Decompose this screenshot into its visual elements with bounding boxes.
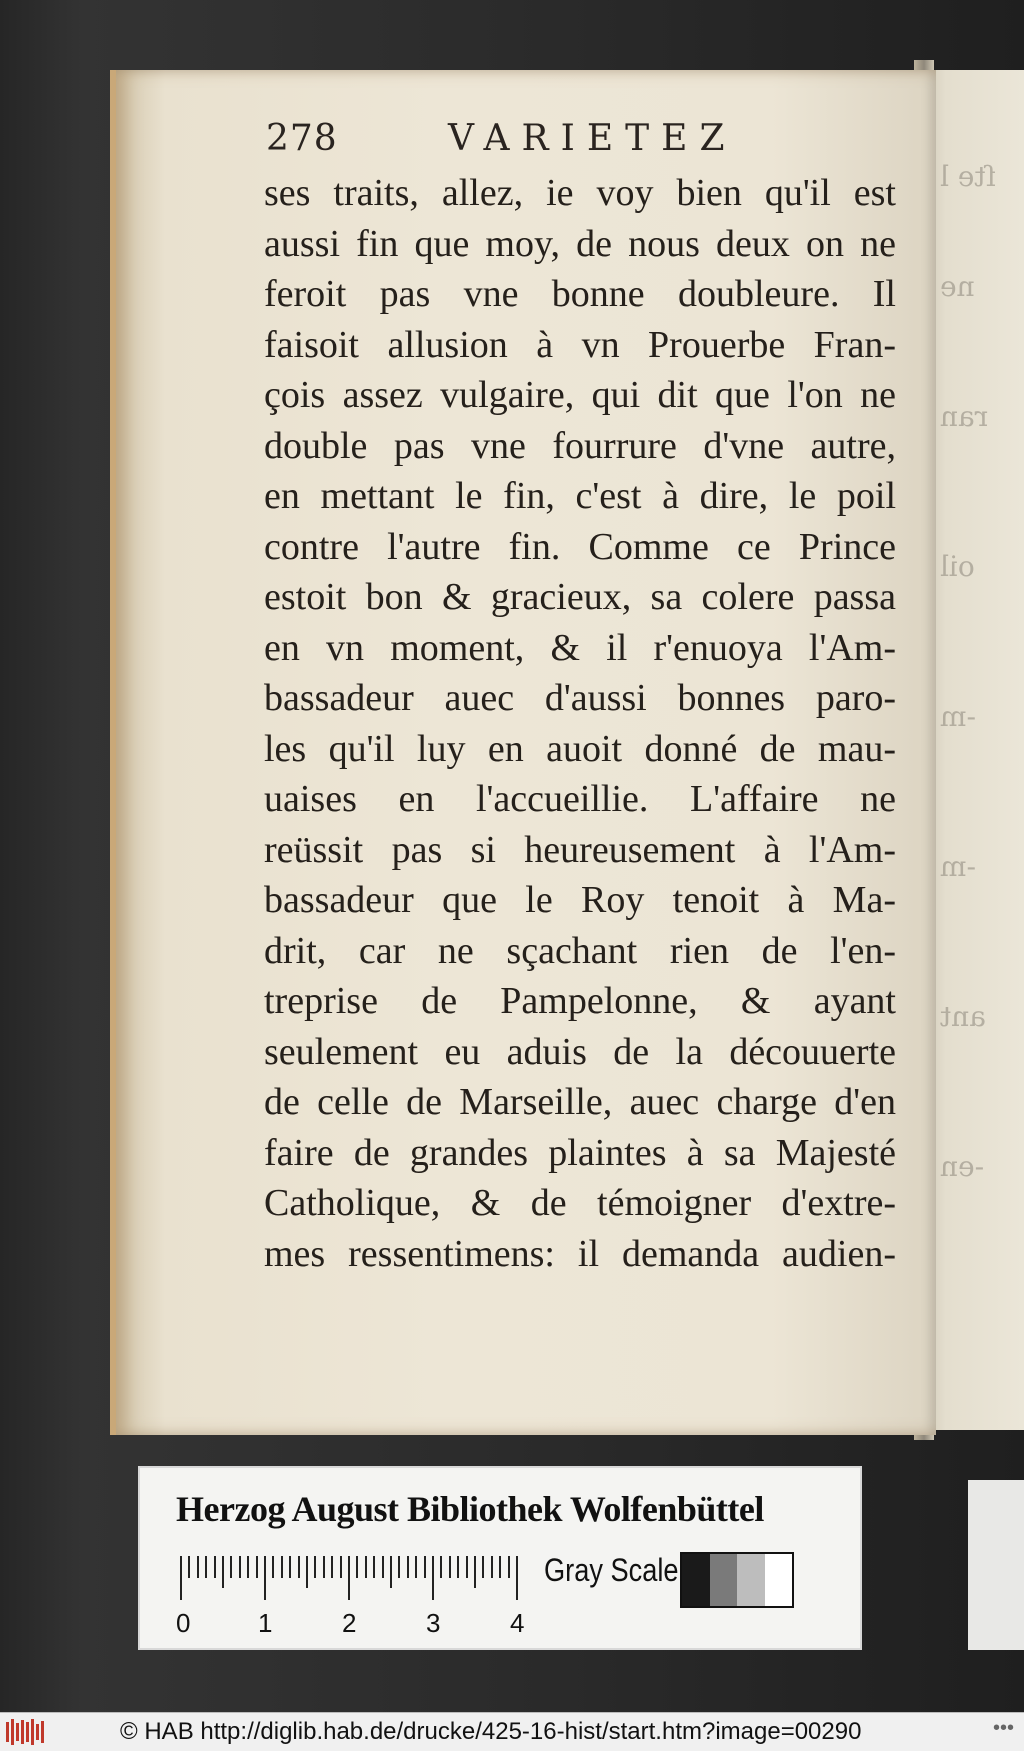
ruler-tick [188,1556,190,1578]
text-line: mes ressentimens: il demanda audien- [264,1232,896,1275]
ruler-label: 3 [426,1608,441,1638]
bleed-through-text: ne [940,270,975,303]
bleed-through-text: ran [940,400,989,433]
text-line: les qu'il luy en auoit donné de mau- [264,727,896,770]
footer-bar [0,1712,1024,1751]
text-line: contre l'autre fin. Comme ce Prince [264,525,896,568]
institution-name: Herzog August Bibliothek Wolfenbüttel [176,1489,764,1529]
text-line: de celle de Marseille, auec charge d'en [264,1081,896,1123]
gray-swatch [682,1554,710,1606]
grayscale-swatches [680,1552,794,1608]
ruler-tick [306,1556,308,1588]
ruler-tick [466,1556,468,1578]
ruler-tick [499,1556,501,1578]
bleed-through-text: -en [940,1150,985,1183]
text-line: faisoit allusion à vn Prouerbe Fran- [264,323,896,366]
ruler-label: 1 [258,1608,273,1638]
ruler-tick [398,1556,400,1578]
text-line: seulement eu aduis de la découuerte [264,1030,896,1073]
ruler-tick [247,1556,249,1578]
copyright-url[interactable]: © HAB http://diglib.hab.de/drucke/425-16-hist/start.htm?image=00290 [120,1718,862,1745]
ruler-label: 0 [176,1608,191,1638]
ruler-tick [474,1556,476,1588]
text-line: bassadeur auec d'aussi bonnes paro- [264,677,896,719]
ruler-tick [365,1556,367,1578]
ruler-label: 2 [342,1608,357,1638]
ruler-tick [432,1556,434,1600]
ruler-tick [516,1556,518,1600]
text-line: treprise de Pampelonne, & ayant [264,980,896,1022]
gray-swatch [710,1554,738,1606]
ruler-tick [331,1556,333,1578]
text-line: bassadeur que le Roy tenoit à Ma- [264,879,896,921]
ruler-tick [415,1556,417,1578]
ruler-tick [508,1556,510,1578]
ruler-tick [457,1556,459,1578]
page-number: 278 [266,118,338,159]
ruler-tick [449,1556,451,1578]
bleed-through-text: oil [940,550,975,583]
book-page [110,70,936,1435]
text-line: drit, car ne sçachant rien de l'en- [264,929,896,972]
text-line: faire de grandes plaintes à sa Majesté [264,1131,896,1174]
calibration-card [140,1468,860,1648]
text-line: reüssit pas si heureusement à l'Am- [264,828,896,871]
ruler-tick [382,1556,384,1578]
text-line: ses traits, allez, ie voy bien qu'il est [264,172,896,214]
ruler-tick [197,1556,199,1578]
gray-swatch [737,1554,765,1606]
body-text [264,168,896,1279]
ruler-tick [289,1556,291,1578]
text-line: en mettant le fin, c'est à dire, le poil [264,475,896,517]
ruler-tick [424,1556,426,1578]
ruler-tick [390,1556,392,1588]
running-title: VARIETEZ [448,118,737,159]
ruler-tick [222,1556,224,1588]
grayscale-label: Gray Scale [544,1552,679,1588]
second-calibration-card-edge [968,1480,1024,1650]
ruler-tick [340,1556,342,1578]
ruler-tick [272,1556,274,1578]
text-line: uaises en l'accueillie. L'affaire ne [264,778,896,820]
ruler-tick [348,1556,350,1600]
ruler-tick [356,1556,358,1578]
text-line: estoit bon & gracieux, sa colere passa [264,576,896,618]
bleed-through-text: -m [940,850,977,883]
text-line: aussi fin que moy, de nous deux on ne [264,222,896,265]
ruler-tick [214,1556,216,1578]
ruler-tick [205,1556,207,1578]
ruler-tick [491,1556,493,1578]
ruler-tick [373,1556,375,1578]
text-line: feroit pas vne bonne doubleure. Il [264,273,896,315]
gray-swatch [765,1554,793,1606]
bleed-through-text: -m [940,700,977,733]
ruler-tick [298,1556,300,1578]
hab-logo-icon [6,1719,46,1745]
ruler-tick [256,1556,258,1578]
ruler-scale [180,1556,520,1604]
ruler-tick [281,1556,283,1578]
ruler-tick [239,1556,241,1578]
ruler-tick [230,1556,232,1578]
ruler-tick [482,1556,484,1578]
ruler-tick [407,1556,409,1578]
text-line: double pas vne fourrure d'vne autre, [264,424,896,467]
ruler-tick [314,1556,316,1578]
bleed-through-text: ſte l [940,160,997,193]
ruler-tick [323,1556,325,1578]
more-menu-icon[interactable]: ••• [992,1717,1014,1739]
text-line: en vn moment, & il r'enuoya l'Am- [264,626,896,669]
ruler-tick [180,1556,182,1600]
text-line: Catholique, & de témoigner d'extre- [264,1182,896,1224]
ruler-tick [440,1556,442,1578]
ruler-label: 4 [510,1608,525,1638]
ruler-tick [264,1556,266,1600]
bleed-through-text: ant [940,1000,986,1033]
text-line: çois assez vulgaire, qui dit que l'on ne [264,374,896,416]
